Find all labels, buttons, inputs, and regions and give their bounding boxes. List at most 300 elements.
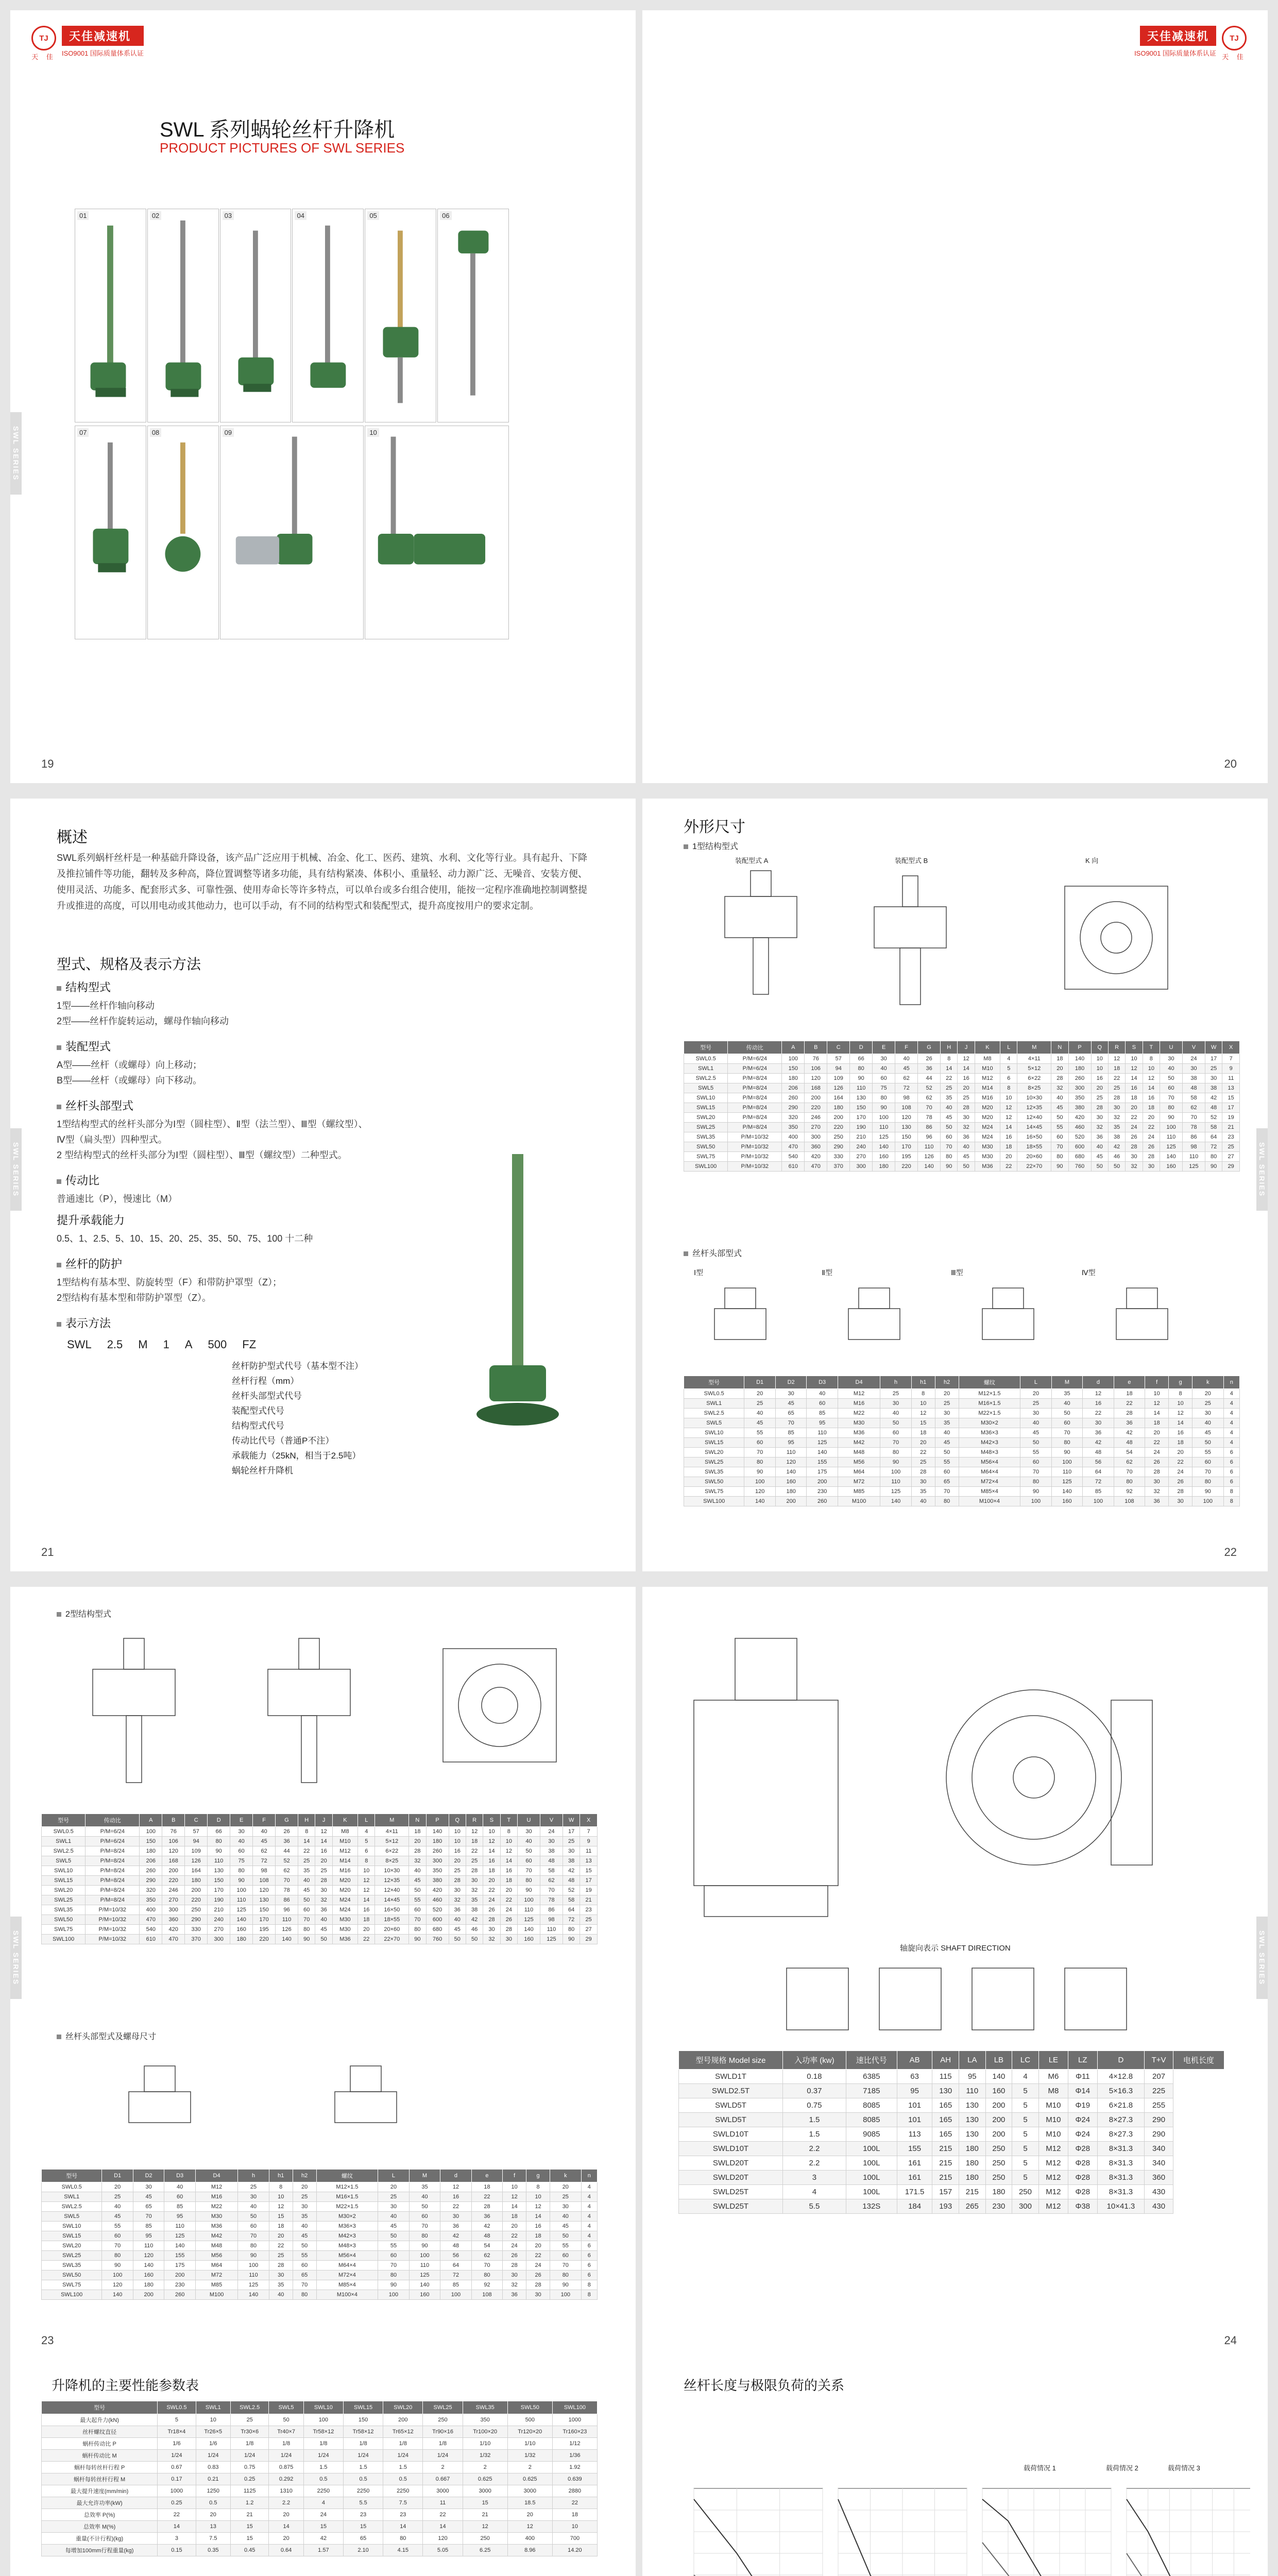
table-cell: 1/24	[269, 2450, 303, 2462]
table-cell: M36×3	[959, 1428, 1020, 1438]
motor-lifter-drawing	[673, 1607, 1230, 1958]
brand-logo	[1221, 26, 1247, 61]
table-row	[684, 1497, 1240, 1506]
table-cell: 40	[880, 1409, 912, 1418]
table-cell: 2.10	[343, 2545, 383, 2556]
assembly-block	[57, 1038, 417, 1088]
table-cell: 4	[1223, 1438, 1239, 1448]
table-cell: 每增加100mm行程重量(kg)	[42, 2545, 158, 2556]
table-row	[684, 1467, 1240, 1477]
table-cell: 165	[932, 2127, 959, 2142]
table-cell: 28	[269, 2261, 293, 2270]
table-cell: 60	[238, 2222, 269, 2231]
table-cell: 12×35	[1017, 1103, 1051, 1113]
table-cell: 260	[140, 1866, 162, 1876]
table-cell: 40	[873, 1064, 895, 1074]
table-cell: 110	[230, 1895, 253, 1905]
table-cell: 45	[958, 1152, 975, 1162]
table-cell: 25	[550, 2192, 582, 2202]
table-cell: 20	[378, 2182, 410, 2192]
table-cell: 125	[1183, 1162, 1205, 1172]
table-cell: M20	[975, 1113, 1000, 1123]
table-cell: 25	[293, 2192, 316, 2202]
table-cell: 20	[269, 2231, 293, 2241]
table-row	[42, 1846, 598, 1856]
table-header-cell: LE	[1038, 2051, 1068, 2070]
table-cell: 30	[1126, 1152, 1143, 1162]
table-cell: SWLD20T	[679, 2156, 783, 2171]
table-cell: 126	[276, 1925, 298, 1935]
table-cell: 丝杆螺纹直径	[42, 2426, 158, 2438]
table-cell: 680	[426, 1925, 449, 1935]
table-cell: 50	[1091, 1162, 1108, 1172]
table-cell: 42	[563, 1866, 580, 1876]
table-cell: 85	[775, 1428, 807, 1438]
table-cell: 50	[315, 1935, 332, 1944]
table-cell: M22×1.5	[316, 2202, 378, 2212]
table-cell: 140	[807, 1448, 838, 1458]
table-cell: 1/24	[343, 2450, 383, 2462]
table-cell: 12	[315, 1827, 332, 1837]
table-header-cell: N	[1051, 1041, 1068, 1054]
table-cell: 22	[1108, 1074, 1125, 1083]
table-cell: 80	[378, 2270, 410, 2280]
table-cell: M22	[195, 2202, 237, 2212]
table-cell: 1/24	[196, 2450, 230, 2462]
table-cell: M6	[1038, 2070, 1068, 2084]
table-header-cell: 螺纹	[316, 2170, 378, 2182]
table-cell: 2.2	[782, 2142, 846, 2156]
table-cell: 16	[1083, 1399, 1114, 1409]
table-cell: SWL0.5	[42, 1827, 86, 1837]
table-cell: 180	[873, 1162, 895, 1172]
table-cell: 1/12	[552, 2438, 597, 2450]
table-cell: 38	[563, 1856, 580, 1866]
table-header-cell: d	[1083, 1376, 1114, 1389]
table-header-cell: S	[483, 1814, 500, 1827]
table-cell: M72	[195, 2270, 237, 2280]
table-cell: 17	[1222, 1103, 1240, 1113]
table-cell: M22	[838, 1409, 880, 1418]
table-cell: M10	[1038, 2113, 1068, 2127]
table-cell: 110	[540, 1925, 563, 1935]
table-cell: 65	[293, 2270, 316, 2280]
table-header-cell: h	[880, 1376, 912, 1389]
table-cell: 25	[466, 1856, 483, 1866]
table-row	[684, 1132, 1240, 1142]
table-cell: 80	[941, 1152, 958, 1162]
page-number: 19	[41, 757, 54, 770]
table-row	[684, 1487, 1240, 1497]
table-cell: 160	[518, 1935, 540, 1944]
table-cell: SWL20	[42, 2241, 102, 2251]
table-header-cell: A	[782, 1041, 805, 1054]
table-row	[42, 2450, 598, 2462]
table-row	[42, 2521, 598, 2533]
table-cell: 8	[500, 1827, 517, 1837]
table-cell: 85	[133, 2222, 164, 2231]
table-cell: 260	[164, 2290, 196, 2300]
table-cell: 54	[1114, 1448, 1145, 1458]
table-cell: 80	[1051, 1438, 1083, 1448]
table-cell: 12	[1126, 1064, 1143, 1074]
table-header-cell: L	[358, 1814, 375, 1827]
table-cell: 70	[1183, 1113, 1205, 1123]
table-cell: 36	[1091, 1132, 1108, 1142]
table-cell: 109	[185, 1846, 208, 1856]
table-cell: 0.83	[196, 2462, 230, 2473]
table-cell: 10	[483, 1827, 500, 1837]
table-cell: 1/24	[423, 2450, 463, 2462]
table-cell: 30	[540, 1837, 563, 1846]
table-cell: Φ24	[1068, 2113, 1098, 2127]
table-header-cell: L	[1000, 1041, 1017, 1054]
table-cell: 30	[466, 1876, 483, 1886]
table-cell: 8	[1000, 1083, 1017, 1093]
table-cell: 36	[276, 1837, 298, 1846]
protect-item: 2型结构有基本型和带防护罩型（Z）。	[57, 1293, 212, 1303]
side-tab: SWL SERIES	[10, 1128, 22, 1211]
table-header-cell: R	[466, 1814, 483, 1827]
table-row	[679, 2098, 1224, 2113]
table-cell: 14	[315, 1837, 332, 1846]
table-cell: Tr100×20	[463, 2426, 507, 2438]
table-cell: 140	[409, 2280, 440, 2290]
notation-part: M	[138, 1338, 148, 1351]
table-cell: 18	[1145, 1418, 1169, 1428]
table-cell: 80	[1160, 1103, 1183, 1113]
table-cell: 4	[1223, 1428, 1239, 1438]
table-cell: 215	[932, 2171, 959, 2185]
table-cell: 13	[1222, 1083, 1240, 1093]
page-21	[10, 799, 636, 1571]
table-cell: 30	[1143, 1162, 1160, 1172]
table-cell: SWL25	[684, 1458, 744, 1467]
table-cell: 80	[873, 1093, 895, 1103]
table-cell: 125	[238, 2280, 269, 2290]
table-cell: 38	[1108, 1132, 1125, 1142]
table-cell: SWLD25T	[679, 2199, 783, 2214]
table-cell: SWLD5T	[679, 2113, 783, 2127]
table-cell: 180	[959, 2142, 986, 2156]
table-cell: SWL0.5	[684, 1054, 728, 1064]
table-cell: 540	[782, 1152, 805, 1162]
head-type-label: Ⅳ型	[1081, 1268, 1096, 1277]
table-cell: 90	[298, 1935, 315, 1944]
table-header-cell: 入功率 (kw)	[782, 2051, 846, 2070]
table-cell: 55	[378, 2241, 410, 2251]
table-cell: 70	[238, 2231, 269, 2241]
table-cell: Φ28	[1068, 2185, 1098, 2199]
table-cell: 5	[1012, 2127, 1039, 2142]
table-cell: 140	[102, 2290, 133, 2300]
structure-block	[57, 979, 417, 1029]
table-cell: 20	[315, 1856, 332, 1866]
table-cell: 140	[164, 2241, 196, 2251]
table-cell: M72	[838, 1477, 880, 1487]
table-cell: 230	[807, 1487, 838, 1497]
table-cell: 25	[935, 1399, 959, 1409]
table-row	[679, 2156, 1224, 2171]
table-cell: 40	[449, 1915, 466, 1925]
table-cell: 4	[1223, 1399, 1239, 1409]
table-header-cell: SWL35	[463, 2401, 507, 2414]
table-cell: SWL100	[42, 2290, 102, 2300]
table-cell: 19	[1222, 1113, 1240, 1123]
table-cell: 60	[1160, 1083, 1183, 1093]
table-cell: 5	[1012, 2142, 1039, 2156]
table-cell: 290	[1145, 2127, 1173, 2142]
table-cell: 90	[880, 1458, 912, 1467]
table-cell: 8×31.3	[1097, 2142, 1145, 2156]
table-cell: 30	[911, 1477, 935, 1487]
table-cell: 215	[959, 2185, 986, 2199]
table-cell: 25	[1192, 1399, 1224, 1409]
head-types-label	[684, 1247, 742, 1259]
table-cell: 22	[500, 1895, 517, 1905]
table-cell: 28	[315, 1876, 332, 1886]
table-cell: 110	[775, 1448, 807, 1458]
table-cell: 45	[315, 1925, 332, 1935]
table-cell: SWL10	[42, 1866, 86, 1876]
table-header-cell: M	[375, 1814, 409, 1827]
table-cell: 160	[775, 1477, 807, 1487]
table-cell: SWL25	[42, 1895, 86, 1905]
table-cell: 5	[1012, 2113, 1039, 2127]
table-cell: 30	[563, 1846, 580, 1856]
table-cell: M36	[195, 2222, 237, 2231]
table-cell: 16	[526, 2222, 550, 2231]
table-cell: 130	[959, 2113, 986, 2127]
table-cell: 23	[1222, 1132, 1240, 1142]
table-cell: 170	[850, 1113, 873, 1123]
table-cell: 246	[162, 1886, 185, 1895]
table-cell: 320	[782, 1113, 805, 1123]
product-photo	[220, 209, 292, 422]
table-cell: 22	[1143, 1123, 1160, 1132]
table-cell: 12×40	[375, 1886, 409, 1895]
table-cell: 6	[1223, 1448, 1239, 1458]
table-header-cell: 螺纹	[959, 1376, 1020, 1389]
table-cell: 420	[805, 1152, 827, 1162]
table-cell: 50	[293, 2241, 316, 2251]
table-cell: 80	[383, 2533, 423, 2545]
table-cell: P/M=10/32	[86, 1905, 140, 1915]
table-cell: Φ11	[1068, 2070, 1098, 2084]
table-header-cell: D3	[164, 2170, 196, 2182]
table-cell: 350	[1068, 1093, 1091, 1103]
table-cell: 0.21	[196, 2473, 230, 2485]
table-cell: M24	[975, 1123, 1000, 1132]
table-cell: 130	[850, 1093, 873, 1103]
table-cell: 106	[162, 1837, 185, 1846]
table-cell: M72×4	[316, 2270, 378, 2280]
table-cell: 10	[503, 2182, 526, 2192]
table-cell: 24	[500, 1905, 517, 1915]
table-cell: 25	[102, 2192, 133, 2202]
lifter-icon	[75, 426, 146, 639]
table-cell: 58	[563, 1895, 580, 1905]
table-header-cell: 速比代号	[846, 2051, 897, 2070]
table-cell: 2.2	[782, 2156, 846, 2171]
table-cell: 120	[805, 1074, 827, 1083]
table-cell: 95	[775, 1438, 807, 1448]
table-cell: 600	[426, 1915, 449, 1925]
table-cell: Tr90×16	[423, 2426, 463, 2438]
table-cell: 90	[1160, 1113, 1183, 1123]
table-cell: 55	[550, 2241, 582, 2251]
table-cell: 350	[426, 1866, 449, 1876]
table-cell: M30	[195, 2212, 237, 2222]
table-cell: 92	[471, 2280, 503, 2290]
table-cell: 12	[958, 1054, 975, 1064]
notation-desc: 丝杆行程（mm）	[232, 1376, 299, 1386]
assembly-b-label: 装配型式 B	[895, 857, 928, 865]
table-cell: 20	[1000, 1152, 1017, 1162]
table-cell: 132S	[846, 2199, 897, 2214]
table-cell: 100	[102, 2270, 133, 2280]
table-cell: 26	[276, 1827, 298, 1837]
table-cell: 160	[230, 1925, 253, 1935]
table-cell: 320	[140, 1886, 162, 1895]
table-row	[684, 1162, 1240, 1172]
table-cell: 20	[744, 1389, 776, 1399]
table-cell: 250	[1012, 2185, 1039, 2199]
notation-title	[57, 1315, 417, 1331]
table-cell: 85	[1083, 1487, 1114, 1497]
table-cell: 15	[580, 1866, 598, 1876]
table-cell: M30	[975, 1142, 1000, 1152]
table-cell: M12×1.5	[316, 2182, 378, 2192]
bullet-icon	[57, 1105, 61, 1109]
table-cell: 蜗杆每转丝杆行程 M	[42, 2473, 158, 2485]
table-cell: 21	[580, 1895, 598, 1905]
table-header-cell: SWL25	[423, 2401, 463, 2414]
table-cell: 200	[807, 1477, 838, 1487]
table-cell: 25	[563, 1837, 580, 1846]
table-cell: 100	[440, 2290, 472, 2300]
table-cell: 210	[208, 1905, 230, 1915]
dimension-table-2	[41, 1814, 598, 1944]
table-cell: 130	[253, 1895, 276, 1905]
table-cell: M24	[332, 1895, 357, 1905]
table-row	[684, 1113, 1240, 1123]
notation-desc: 结构型式代号	[232, 1421, 284, 1431]
table-cell: 36	[1083, 1428, 1114, 1438]
table-cell: 26	[1169, 1477, 1192, 1487]
chart-frame	[694, 2488, 823, 2576]
table-cell: 8×31.3	[1097, 2156, 1145, 2171]
table-cell: 6	[581, 2241, 597, 2251]
table-cell: 140	[426, 1827, 449, 1837]
table-cell: 125	[540, 1935, 563, 1944]
table-cell: 20	[1145, 1428, 1169, 1438]
table-cell: 1/24	[303, 2450, 343, 2462]
table-cell: 100	[1192, 1497, 1224, 1506]
table-header-cell: P	[1068, 1041, 1091, 1054]
table-cell: 24	[1143, 1132, 1160, 1142]
table-cell: 300	[805, 1132, 827, 1142]
table-cell: 400	[140, 1905, 162, 1915]
table-cell: 4	[1000, 1054, 1017, 1064]
table-cell: 40	[550, 2212, 582, 2222]
table-cell: 4	[581, 2192, 597, 2202]
table-cell: 110	[409, 2261, 440, 2270]
table-cell: M48×3	[316, 2241, 378, 2251]
table-cell: 90	[873, 1103, 895, 1113]
table-cell: 52	[563, 1886, 580, 1895]
table-cell: 0.35	[196, 2545, 230, 2556]
table-cell: 70	[409, 2222, 440, 2231]
table-cell: 360	[1145, 2171, 1173, 2185]
table-cell: 40	[238, 2202, 269, 2212]
table-cell: 0.75	[782, 2098, 846, 2113]
dims-heading: 外形尺寸	[684, 819, 745, 836]
table-cell: 200	[805, 1093, 827, 1103]
table-cell: 20	[358, 1925, 375, 1935]
table-cell: 1000	[158, 2485, 196, 2497]
table-cell: 40	[895, 1054, 918, 1064]
table-cell: 24	[503, 2241, 526, 2251]
table-cell: 184	[897, 2199, 932, 2214]
table-cell: 1/24	[230, 2450, 268, 2462]
table-cell: 140	[873, 1142, 895, 1152]
table-cell: P/M=10/32	[86, 1935, 140, 1944]
ratio-block	[57, 1172, 417, 1246]
case2-label: 载荷情况 2	[1106, 2464, 1138, 2472]
type2-label-text: 2型结构型式	[65, 1610, 111, 1619]
table-cell: 14	[1000, 1123, 1017, 1132]
table-cell: 22	[911, 1448, 935, 1458]
table-cell: SWL15	[684, 1438, 744, 1448]
table-cell: SWL50	[684, 1142, 728, 1152]
table-cell: 14	[298, 1837, 315, 1846]
table-cell: M20	[332, 1876, 357, 1886]
notation-part: 500	[208, 1338, 227, 1351]
table-cell: 24	[483, 1895, 500, 1905]
table-body	[679, 2070, 1224, 2214]
table-cell: 246	[805, 1113, 827, 1123]
table-header-cell: W	[1205, 1041, 1222, 1054]
table-cell: 22	[269, 2241, 293, 2251]
table-cell: 120	[744, 1487, 776, 1497]
table-cell: 40	[253, 1827, 276, 1837]
table-cell: 28	[1051, 1074, 1068, 1083]
table-cell: 1250	[196, 2485, 230, 2497]
table-row	[684, 1103, 1240, 1113]
table-cell: 28	[1143, 1152, 1160, 1162]
table-cell: 0.17	[158, 2473, 196, 2485]
table-cell: 28	[503, 2261, 526, 2270]
table-cell: 50	[1160, 1074, 1183, 1083]
table-cell: 22	[158, 2509, 196, 2521]
table-row	[42, 2231, 598, 2241]
table-cell: 4	[1223, 1409, 1239, 1418]
table-header-cell: h1	[269, 2170, 293, 2182]
table-cell: 50	[1020, 1438, 1052, 1448]
table-cell: SWL100	[684, 1497, 744, 1506]
table-cell: 35	[269, 2280, 293, 2290]
table-cell: Tr18×4	[158, 2426, 196, 2438]
perf-heading: 升降机的主要性能参数表	[52, 2378, 199, 2393]
table-cell: 44	[276, 1846, 298, 1856]
table-cell: 100	[230, 1886, 253, 1895]
table-header-cell: D4	[838, 1376, 880, 1389]
table-cell: 0.25	[230, 2473, 268, 2485]
table-cell: P/M=6/24	[728, 1064, 782, 1074]
table-cell: 350	[140, 1895, 162, 1905]
table-cell: 140	[133, 2261, 164, 2270]
